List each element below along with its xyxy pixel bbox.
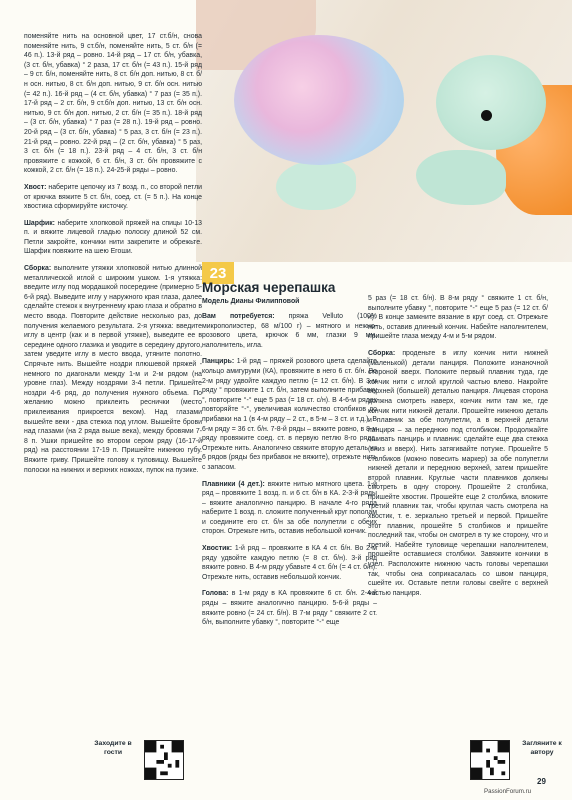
- head-section: [202, 589, 377, 627]
- toy-flipper-shape: [416, 150, 506, 205]
- section-label: Панцирь:: [202, 358, 235, 366]
- qr-code-graphic: [471, 741, 509, 779]
- turtle-photo: [196, 0, 572, 262]
- page-number: 29: [537, 777, 546, 786]
- shell-section: [202, 357, 377, 472]
- scarf-section: [24, 219, 202, 257]
- assembly-section: [24, 264, 202, 475]
- section-text: в 1-м ряду в КА провяжите 6 ст. б/н. 2-4-й ряды – вяжите аналогично панцирю. 5-6-й ряды – вяжите ровно (= 24 ст. б/н). В 7-м ряду ° свяжите 2 ст. б/н, выполните убавку °, повторите °-° еще: [202, 590, 377, 627]
- section-text: наберите цепочку из 7 возд. п., со второй петли от крючка вяжите 5 ст. б/н, соед. ст. (= 5 п.). На конце хвостика сформируйте кисточку.: [24, 183, 202, 211]
- tail-section: [202, 544, 377, 582]
- qr-caption: Загляните к автору: [522, 740, 562, 756]
- qr-block-right: [470, 740, 568, 780]
- toy-flipper-shape: [276, 160, 356, 210]
- pattern-number-badge: 23: [202, 262, 234, 284]
- section-label: Плавники (4 дет.):: [202, 480, 265, 488]
- qr-code-icon[interactable]: [470, 740, 510, 780]
- section-text: выполните утяжки хлопковой нитью длинной металлической иглой с широким ушком. 1-я утяжка: введите иглу под мордашкой посередине (примерно 5-6-й ряд). Выведите иглу у наружного края глаза, далее сделайте стежок к внутреннему краю глаза и обратно в место ввода. Повторите действие несколько раз, до получения желаемого результата. 2-я утяжка: введите иглу в центр (как и в первой утяжке), выведите ее в середине одного глазика и уводите в середину другого, затем уведите иглу в место ввода, утяните полотно. Спрячьте нить. Вышейте ноздри плюшевой пряжей - немного по диагонали между 1-м и 2-м рядом (на уровне глаз). Между ноздрями 3-4 петли. Пришейте ноздри 4-6 ряд, до получения нужного объема. По желанию можно приклеить реснички (место приклеивания прикроется веком). Над глазами вышейте веки - два стежка под углом. Вышейте брови над глазами (на 2 ряда выше века), между бровями 7-8 п. Ушки пришейте во втором сером ряду (16-17-й ряд) на расстоянии 17-19 п. Пришейте нижнюю губу. Вяжите гриву. Пришейте голову к туловищу. Вышейте полоски на нижних и верхних ножках, пупок на пузике.: [24, 265, 202, 474]
- needs-section: [202, 312, 377, 350]
- section-label: Сборка:: [368, 349, 396, 357]
- section-label: Голова:: [202, 590, 229, 598]
- toy-head-shape: [436, 55, 546, 150]
- section-label: Хвост:: [24, 183, 47, 191]
- assembly-section: [368, 349, 548, 598]
- qr-caption: Заходите в гости: [94, 740, 132, 756]
- section-text: наберите хлопковой пряжей на спицы 10-13 п. и вяжите лицевой гладью полоску длиной 52 см. Петли закройте, кончики нити закрепите и обрежьте. Шарфик повяжите на шею Егоши.: [24, 219, 202, 256]
- section-text: проденьте в иглу кончик нити нижней (маленькой) детали панциря. Положите изнаночной стороной вверх. Положите первый плавник туда, где кончик нити с иглой круглой частью влево. Накройте верхней (большей) деталью панциря. Лицевая сторона должна смотреть наверх, кончик нити там же, где кончик нити нижней детали. Прошейте нижнюю деталь и плавник за обе полупетли, а в верхней детали панциря – за переднюю под столбиком. Продолжайте сшивать панцирь и плавник: сделайте еще два стежка (вниз и вверх). Нить затягивайте потуже. Прошейте 5 столбиков (можно повесить маркер) за обе полупетли нижней детали и переднюю верхней, затем пришейте второй плавник. Круглые части плавников должны смотреть в одну сторону. Прошейте 2 столбика, пришейте хвостик. Прошейте еще 2 столбика, вложите третий плавник так, чтобы круглая часть смотрела на хвостик, т. е. зеркально третьей и первой. Пришейте этот плавник, прошейте 5 столбиков и пришейте последний так, чтобы он смотрел в ту же сторону, что и третий. Набейте туловище черепашки наполнителем, прошейте оставшиеся столбики. Завяжите кончики в узел. Расположите нижнюю часть головы черепашки так, чтобы она соприкасалась со швом панциря, сшейте их. Оставьте петли головы свейте с верхней частью панциря.: [368, 349, 548, 597]
- column-right: [368, 294, 548, 605]
- section-label: Вам потребуется:: [202, 313, 275, 320]
- column-left: [24, 32, 202, 482]
- pattern-text: поменяйте нить на основной цвет, 17 ст.б/н, снова поменяйте нить, 9 ст.б/н, поменяйте нить, 5 ст. б/н (= 46 п.). 13-й ряд – ровно. 14-й ряд – 17 ст. б/н, убавка, (3 ст. б/н, убавка) ° 2 раза, 17 ст. б/н (= 43 п.). 15-й ряд – 9 ст. б/н, поменяйте нить, 8 ст. б/н доп. нитью, 8 ст. б/н осн. нитью, 8 ст. б/н доп. нитью, 9 ст. б/н осн. нитью (= 42 п.). 16-й ряд – (4 ст. б/н, убавка) ° 7 раз (= 35 п.). 17-й ряд – 2 ст. б/н, 9 ст.б/н доп. нитью, 13 ст. б/н осн. нитью, 9 ст. б/н доп. нитью, 2 ст. б/н (= 35 п.). 18-й ряд – (3 ст. б/н, убавка) ° 7 раз (= 28 п.). 19-й ряд – ровно. 20-й ряд – (3 ст. б/н, убавка) ° 5 раз, 3 ст. б/н (= 23 п.). 21-й ряд – ровно. 22-й ряд – (2 ст. б/н, убавка) ° 5 раз, 3 ст. б/н (= 18 п.). 23-й ряд – 4 ст. б/н, 3 ст. б/н провяжите с кожкой, 6 ст. б/н, 3 ст. б/н провяжите с кожкой, 2 ст. б/н (= 18 п.). 24-25-й ряды – ровно.: [24, 33, 202, 175]
- qr-code-icon[interactable]: [144, 740, 184, 780]
- title-block: [202, 282, 372, 305]
- section-label: Хвостик:: [202, 545, 233, 553]
- section-text: вяжите нитью мятного цвета. 1-й ряд – провяжите 1 возд. п. и 6 ст. б/н в КА. 2-3-й ряды – вяжите аналогично панцирю. В начале 4-го ряда наберите 1 возд. п. сложите полученный круг пополам и соедините его ст. б/н за обе полупетли с обеих сторон. Отрежьте нить, оставив небольшой кончик.: [202, 480, 377, 536]
- section-text: пряжа Velluto (100% микрополиэстер, 68 м/100 г) – мятного и нежно-розового цвета, крючок 6 мм, глазки 9 мм, наполнитель, игла.: [202, 313, 377, 349]
- toy-shell-shape: [234, 35, 404, 165]
- page-title: Морская черепашка: [202, 280, 336, 295]
- section-text: 1-й ряд – провяжите в КА 4 ст. б/н. Во 2-м ряду удвойте каждую петлю (= 8 ст. б/н). 3-й ряд вяжите ровно. В 4-м ряду убавьте 4 ст. б/н (= 4 ст. б/н). Отрежьте нить, оставив небольшой кончик.: [202, 545, 377, 581]
- column-middle: [202, 312, 377, 635]
- section-label: Шарфик:: [24, 219, 55, 227]
- tail-section: [24, 183, 202, 212]
- qr-block-left: [88, 740, 184, 780]
- section-text: 1-й ряд – пряжей розового цвета сделайте кольцо амигуруми (КА), провяжите в него 6 ст. б/н. Во 2-м ряду удвойте каждую петлю (= 12 ст. б/н). В 3-м ряду ° провяжите 1 ст. б/н, затем выполните прибавку °, повторите °-° еще 5 раз (= 18 ст. с/н). В 4-6-м рядах повторяйте °-°, увеличивая количество столбиков до прибавки на 1 (в 4-м ряду – 2 ст., в 5-м – 3 ст. и т.д.). В 6-м ряду = 36 ст. б/н. 7-8-й ряды – вяжите ровно, в 8-м ряду провяжите соед. ст. в первую петлю 8-го ряда. Отрежьте нить. Аналогично свяжите вторую деталь из 6 рядов (ряды без прибавок не вяжите), отрежьте нить с запасом.: [202, 358, 377, 471]
- qr-code-graphic: [145, 741, 183, 779]
- flippers-section: [202, 480, 377, 538]
- watermark: PassionForum.ru: [484, 788, 532, 795]
- head-continued-text: 5 раз (= 18 ст. б/н). В 8-м ряду ° свяжите 1 ст. б/н, выполните убавку °, повторите °-° еще 5 раз (= 12 ст. б/н). В конце замкните вязание в круг соед. ст. Отрежьте нить, оставив длинный кончик. Набейте наполнителем, пришейте глаза между 4-м и 5-м рядом.: [368, 295, 548, 341]
- section-label: Сборка:: [24, 265, 52, 273]
- toy-eye-shape: [481, 110, 492, 121]
- page-subtitle: Модель Дианы Филипповой: [202, 298, 300, 305]
